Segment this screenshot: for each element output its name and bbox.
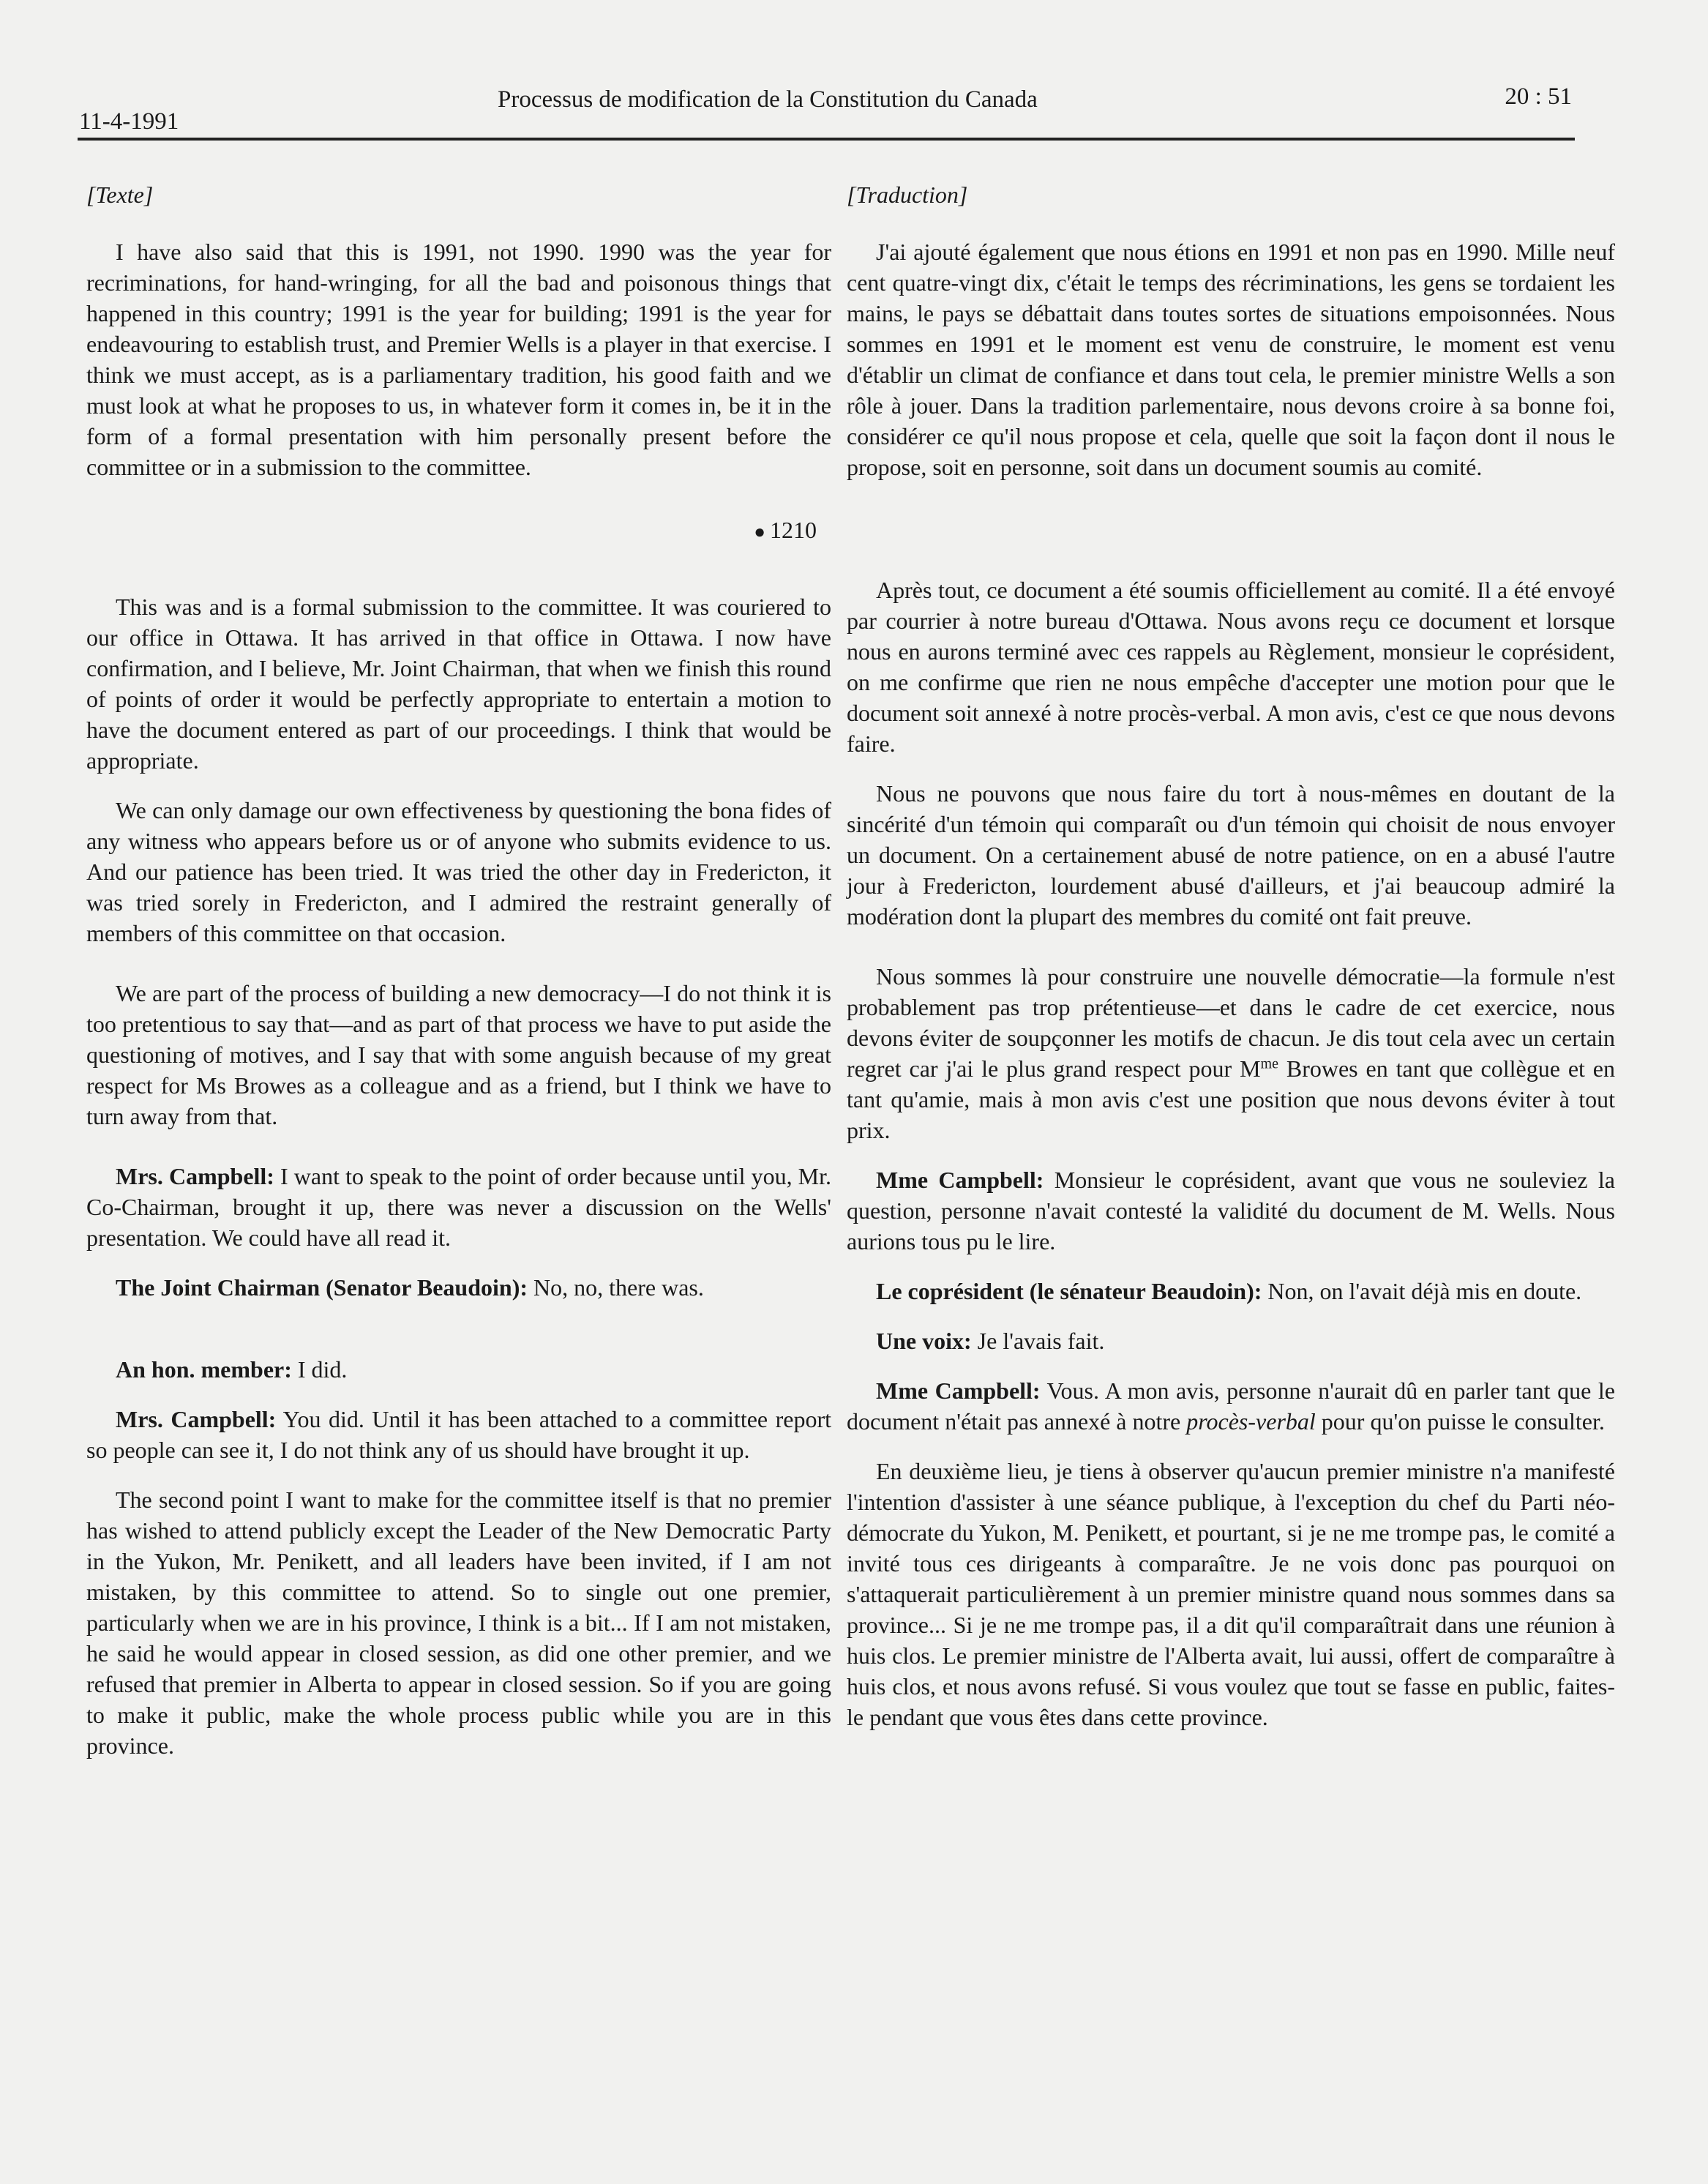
speech-text: pour qu'on puisse le consulter. — [1315, 1408, 1605, 1435]
speech-text: Non, on l'avait déjà mis en doute. — [1262, 1278, 1582, 1304]
speech-text: No, no, there was. — [528, 1274, 704, 1301]
header-date: 11-4-1991 — [79, 108, 179, 135]
speech-text: Vous. A mon avis, personne n'aurait dû en parler tant que le document n'était pas annexé à notre — [847, 1377, 1616, 1435]
speaker-name: Une voix: — [876, 1328, 972, 1354]
time-marker-text: 1210 — [770, 517, 817, 543]
speech — [86, 1272, 831, 1303]
paragraph: This was and is a formal submission to the committee. It was couriered to our office in Ottawa. It has arrived in that office in Ottawa. I now have confirmation, and I believe, Mr. Joint Chairman, that when we finish this round of points of order it would be perfectly appropriate to entertain a motion to have the document entered as part of our proceedings. I think that would be appropriate. — [86, 594, 831, 774]
section-tag-text: Texte — [95, 182, 144, 208]
speech — [86, 1161, 831, 1253]
english-column — [86, 179, 831, 1780]
speech-text: You did. Until it has been attached to a committee report so people can see it, I do not think any of us should have brought it up. — [86, 1406, 832, 1463]
speech-text: Je l'avais fait. — [971, 1328, 1105, 1354]
speaker-name: Mme Campbell: — [876, 1167, 1044, 1193]
paragraph: Nous ne pouvons que nous faire du tort à nous-mêmes en doutant de la sincérité d'un témoin qui comparaît ou d'un témoin qui choisit de nous envoyer un document. On a certainement abusé de notre patience, on en a abusé l'autre jour à Fredericton, lourdement abusé d'ailleurs, et j'ai beaucoup admiré la modération dont la plupart des membres du comité ont fait preuve. — [847, 780, 1615, 930]
paragraph: We can only damage our own effectiveness by questioning the bona fides of any witness who appears before us or of anyone who submits evidence to us. And our patience has been tried. It was tried the other day in Fredericton, it was tried sorely in Fredericton, and I admired the restraint generally of members of this committee on that occasion. — [86, 797, 831, 946]
italic-term: procès-verbal — [1186, 1408, 1316, 1435]
header-page-number: 20 : 51 — [1505, 83, 1572, 110]
header-rule — [78, 138, 1575, 141]
paragraph-text: Browes en tant que collègue et en tant qu'amie, mais à mon avis c'est une position que nous devons éviter à tout prix. — [847, 1055, 1616, 1143]
section-tag: [Texte] — [86, 182, 154, 208]
speech-text: I did. — [291, 1356, 348, 1383]
french-column — [847, 179, 1615, 1751]
speech-text: I want to speak to the point of order because until you, Mr. Co-Chairman, brought it up, there was never a discussion on the Wells' presentation. We could have all read it. — [86, 1163, 831, 1251]
paragraph: The second point I want to make for the committee itself is that no premier has wished to attend publicly except the Leader of the New Democratic Party in the Yukon, Mr. Penikett, and all leaders have been invited, if I am not mistaken, by this committee to attend. So to single out one premier, particularly when we are in his province, I think is a bit... If I am not mistaken, he said he would appear in closed session, as did one other premier, and we refused that premier in Alberta to appear in closed session. So if you are going to make it public, make the whole process public while you are in this province. — [86, 1486, 831, 1759]
paragraph — [847, 961, 1615, 1145]
speaker-name: An hon. member: — [116, 1356, 292, 1383]
speaker-name: The Joint Chairman (Senator Beaudoin): — [116, 1274, 528, 1301]
section-tag: [Traduction] — [847, 182, 968, 208]
paragraph: Après tout, ce document a été soumis officiellement au comité. Il a été envoyé par courrier à notre bureau d'Ottawa. Nous avons reçu ce document et lorsque nous en aurons terminé avec ces rappels au Règlement, monsieur le coprésident, on me confirme que rien ne nous empêche d'accepter une motion pour que le document soit annexé à notre procès-verbal. A mon avis, c'est ce que nous devons faire. — [847, 577, 1615, 757]
header-title: Processus de modification de la Constitution du Canada — [498, 86, 1038, 113]
speaker-name: Mrs. Campbell: — [116, 1406, 277, 1432]
speech — [86, 1404, 831, 1465]
speech — [847, 1164, 1615, 1257]
spacer — [86, 1322, 831, 1354]
superscript: me — [1260, 1055, 1278, 1072]
speech-text: Monsieur le coprésident, avant que vous ne souleviez la question, personne n'avait contesté la validité du document de M. Wells. Nous aurions tous pu le lire. — [847, 1167, 1615, 1254]
speech — [847, 1375, 1615, 1437]
bullet-icon: ● — [754, 521, 765, 542]
paragraph: We are part of the process of building a new democracy—I do not think it is too pretentious to say that—and as part of that process we have to put aside the questioning of motives, and I say that with some anguish because of my great respect for Ms Browes as a colleague and as a friend, but I think we have to turn away from that. — [86, 980, 831, 1129]
speaker-name: Mme Campbell: — [876, 1377, 1041, 1404]
section-tag-text: Traduction — [855, 182, 959, 208]
speech — [86, 1354, 831, 1385]
spacer — [847, 501, 1615, 575]
paragraph: En deuxième lieu, je tiens à observer qu'aucun premier ministre n'a manifesté l'intention d'assister à une séance publique, à l'exception du chef du Parti néo-démocrate du Yukon, M. Penikett, et pourtant, si je ne me trompe pas, le comité a invité tous ces dirigeants à comparaître. Je ne vois donc pas pourquoi on s'attaquerait particulièrement à un premier ministre quand nous sommes dans sa province... Si je ne me trompe pas, il a dit qu'il comparaîtrait dans une réunion à huis clos. Le premier ministre de l'Alberta avait, lui aussi, offert de comparaître à huis clos, et nous avons refusé. Si vous voulez que tout se fasse en public, faites-le pendant que vous êtes dans cette province. — [847, 1458, 1615, 1730]
speaker-name: Mrs. Campbell: — [116, 1163, 274, 1189]
time-marker — [86, 515, 817, 547]
speech — [847, 1276, 1615, 1306]
paragraph-text: Nous sommes là pour construire une nouvelle démocratie—la formule n'est probablement pas trop prétentieuse—et dans le cadre de cet exercice, nous devons éviter de soupçonner les motifs de chacun. Je dis tout cela avec un certain regret car j'ai le plus grand respect pour M — [847, 963, 1615, 1082]
speaker-name: Le coprésident (le sénateur Beaudoin): — [876, 1278, 1262, 1304]
paragraph: I have also said that this is 1991, not 1990. 1990 was the year for recriminations, for hand-wringing, for all the bad and poisonous things that happened in this country; 1991 is the year for building; 1991 is the year for endeavouring to establish trust, and Premier Wells is a player in that exercise. I think we must accept, as is a parliamentary tradition, his good faith and we must look at what he proposes to us, in whatever form it comes in, be it in the form of a formal presentation with him personally present before the committee or in a submission to the committee. — [86, 239, 831, 480]
paragraph: J'ai ajouté également que nous étions en 1991 et non pas en 1990. Mille neuf cent quatre-vingt dix, c'était le temps des récriminations, les gens se tordaient les mains, le pays se débattait dans toutes sortes de situations empoisonnées. Nous sommes en 1991 et le moment est venu de construire, le moment est venu d'établir un climat de confiance et dans tout cela, le premier ministre Wells a son rôle à jouer. Dans la tradition parlementaire, nous devons croire à sa bonne foi, considérer ce qu'il nous propose et cela, quelle que soit la façon dont il nous le propose, soit en personne, soit dans un document soumis au comité. — [847, 239, 1615, 480]
speech — [847, 1325, 1615, 1356]
